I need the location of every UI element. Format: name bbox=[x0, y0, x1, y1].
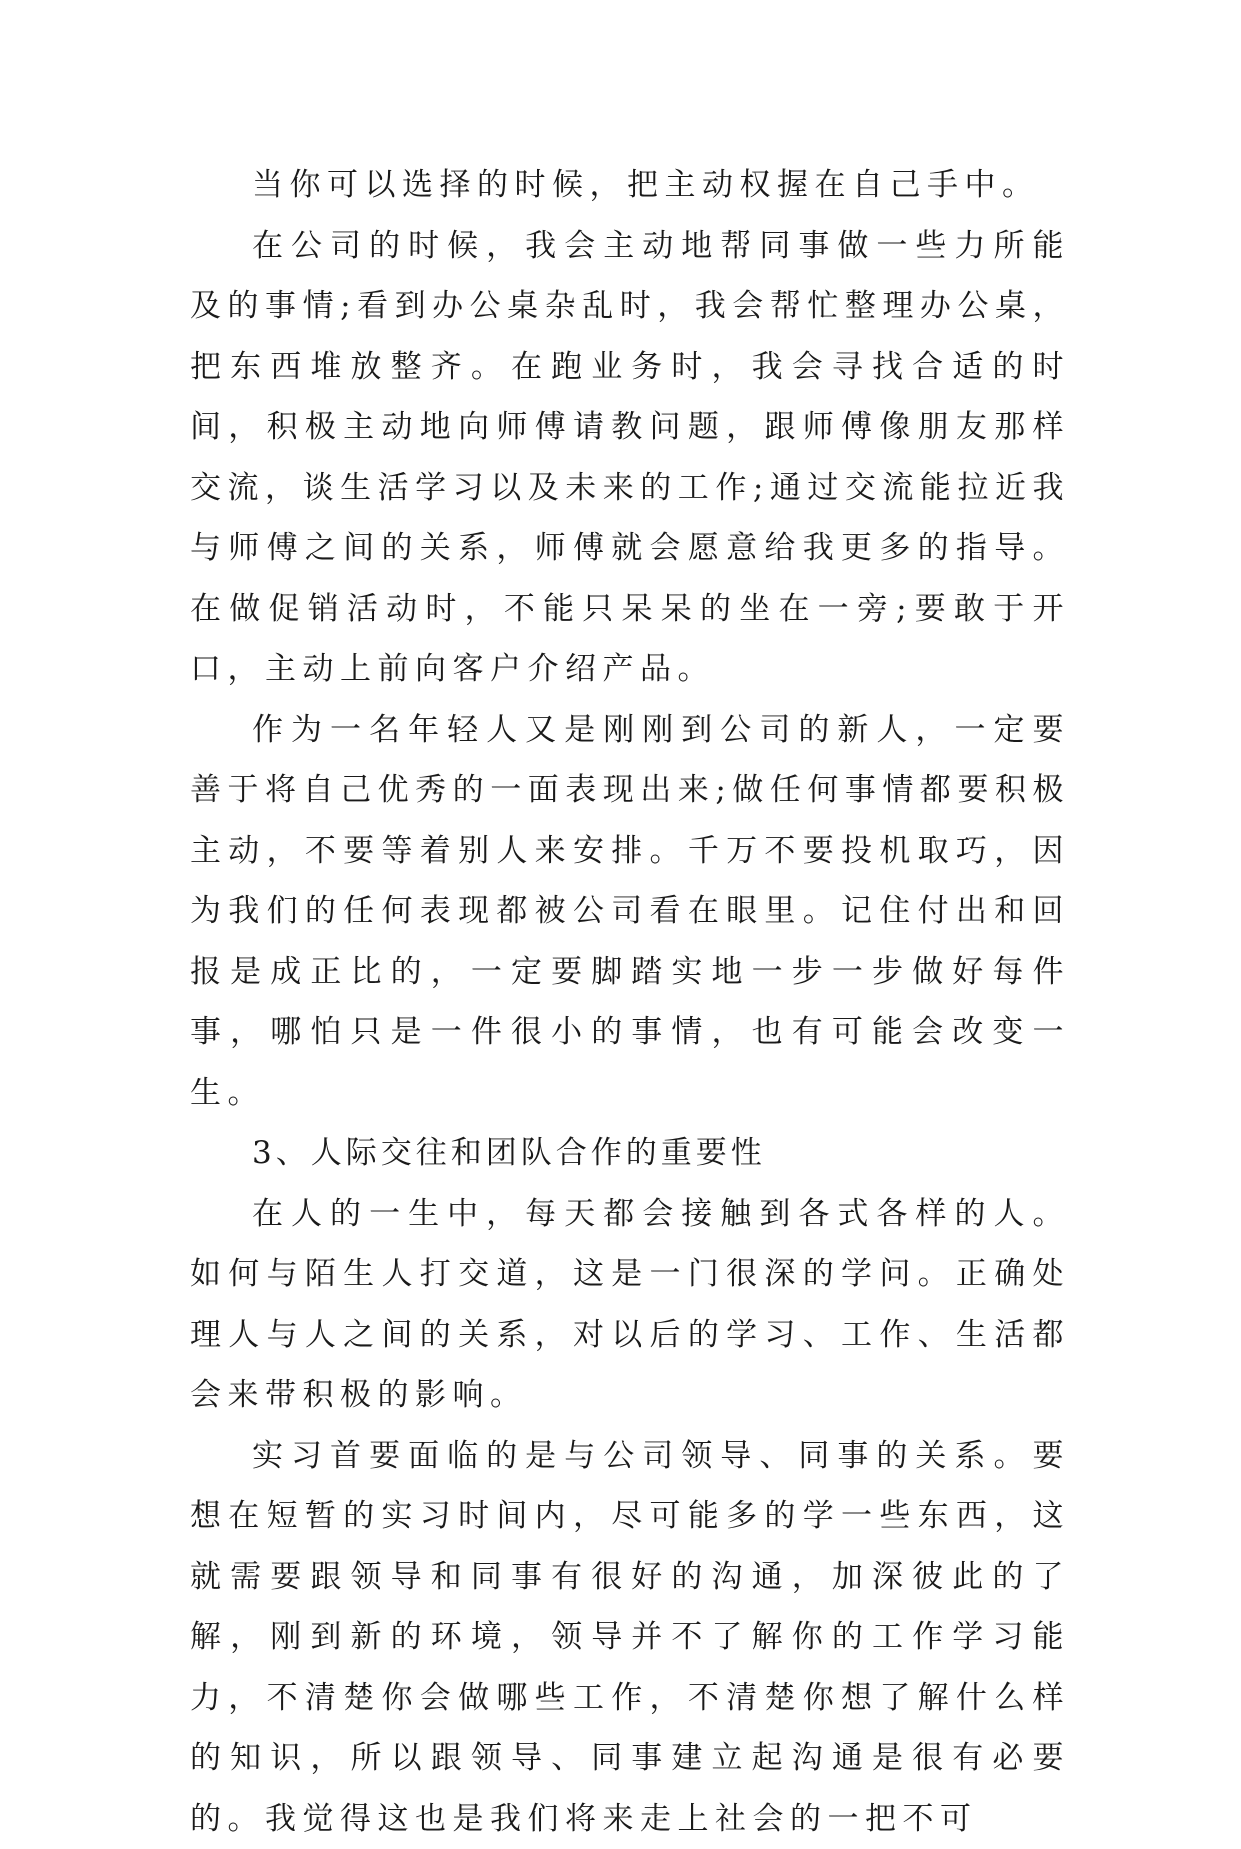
document-body bbox=[190, 155, 1070, 1849]
paragraph-company-help: 在公司的时候，我会主动地帮同事做一些力所能及的事情;看到办公桌杂乱时，我会帮忙整理办公桌，把东西堆放整齐。在跑业务时，我会寻找合适的时间，积极主动地向师傅请教问题，跟师傅像朋友那样交流，谈生活学习以及未来的工作;通过交流能拉近我与师傅之间的关系，师傅就会愿意给我更多的指导。 在做促销活动时，不能只呆呆的坐在一旁;要敢于开口，主动上前向客户介绍产品。 bbox=[190, 216, 1070, 700]
paragraph-interpersonal: 在人的一生中，每天都会接触到各式各样的人。如何与陌生人打交道，这是一门很深的学问。正确处理人与人之间的关系，对以后的学习、工作、生活都会来带积极的影响。 bbox=[190, 1184, 1070, 1426]
paragraph-initiative-summary: 当你可以选择的时候，把主动权握在自己手中。 bbox=[190, 155, 1070, 216]
paragraph-newcomer-advice: 作为一名年轻人又是刚刚到公司的新人，一定要善于将自己优秀的一面表现出来;做任何事情都要积极主动，不要等着别人来安排。千万不要投机取巧，因为我们的任何表现都被公司看在眼里。记住付出和回报是成正比的，一定要脚踏实地一步一步做好每件事，哪怕只是一件很小的事情，也有可能会改变一生。 bbox=[190, 700, 1070, 1124]
section-heading: 3、人际交往和团队合作的重要性 bbox=[190, 1123, 1070, 1184]
paragraph-internship-relations: 实习首要面临的是与公司领导、同事的关系。要想在短暂的实习时间内，尽可能多的学一些东西，这就需要跟领导和同事有很好的沟通，加深彼此的了解，刚到新的环境，领导并不了解你的工作学习能力，不清楚你会做哪些工作，不清楚你想了解什么样的知识，所以跟领导、同事建立起沟通是很有必要的。我觉得这也是我们将来走上社会的一把不可 bbox=[190, 1426, 1070, 1849]
